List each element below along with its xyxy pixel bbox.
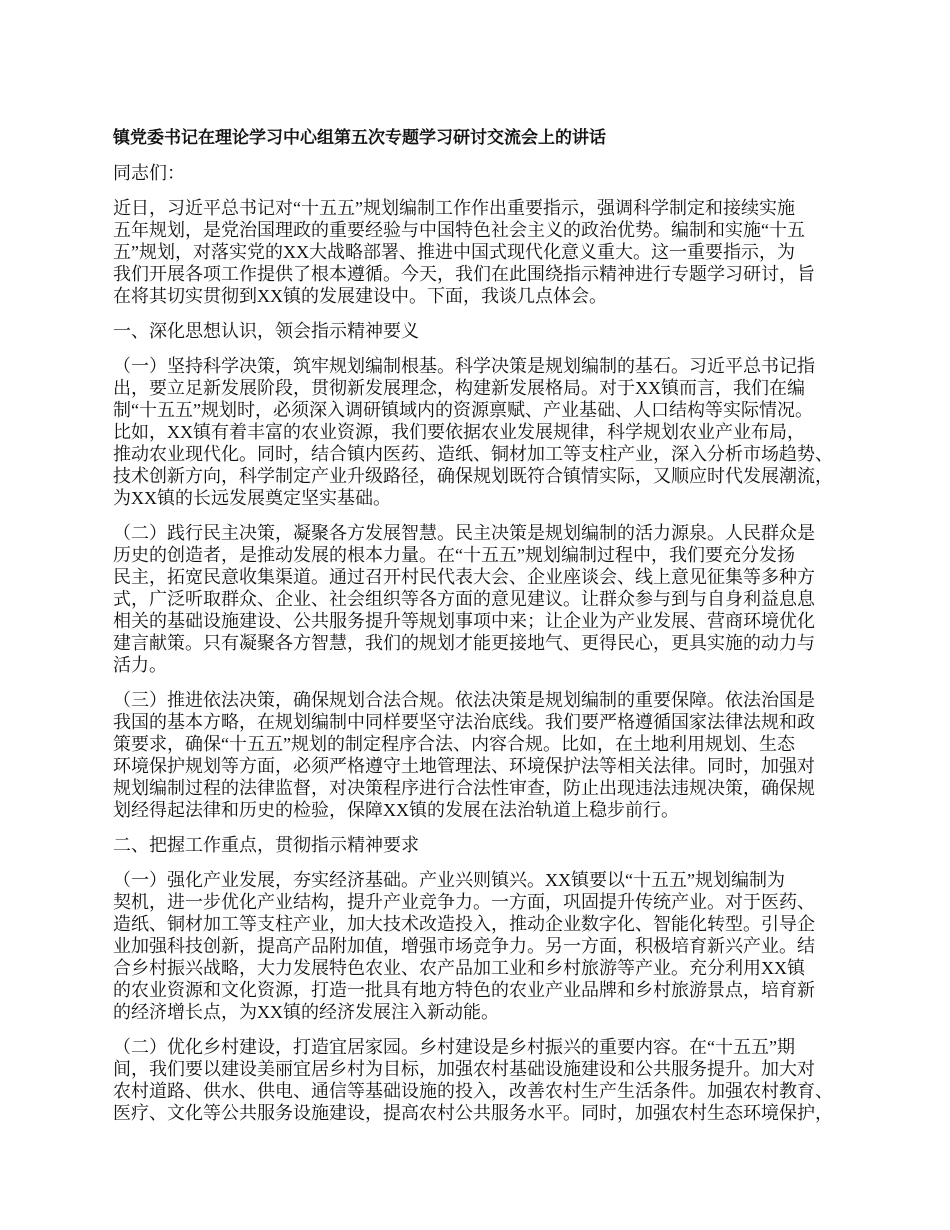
text-line: 业加强科技创新，提高产品附加值，增强市场竞争力。另一方面，积极培育新兴产业。结 (113, 936, 815, 956)
paragraph (113, 355, 853, 509)
text-line: 策要求，确保“十五五”规划的制定程序合法、内容合规。比如，在土地利用规划、生态 (113, 734, 795, 754)
paragraph (113, 1036, 853, 1124)
text-line: 出，要立足新发展阶段，贯彻新发展理念，构建新发展格局。对于XX镇而言，我们在编 (113, 378, 805, 398)
text-line: 二、把握工作重点，贯彻指示精神要求 (113, 835, 419, 855)
text-line: 的经济增长点，为XX镇的经济发展注入新动能。 (113, 1002, 499, 1022)
text-line: 近日，习近平总书记对“十五五”规划编制工作作出重要指示，强调科学制定和接续实施 (113, 198, 795, 218)
text-line: 为XX镇的长远发展奠定坚实基础。 (113, 488, 391, 508)
text-line: 推动农业现代化。同时，结合镇内医药、造纸、铜材加工等支柱产业，深入分析市场趋势、 (113, 444, 833, 464)
text-line: （二）践行民主决策，凝聚各方发展智慧。民主决策是规划编制的活力源泉。人民群众是 (113, 523, 815, 543)
text-line: 在将其切实贯彻到XX镇的发展建设中。下面，我谈几点体会。 (113, 286, 607, 306)
text-line: （一）坚持科学决策，筑牢规划编制根基。科学决策是规划编制的基石。习近平总书记指 (113, 356, 815, 376)
text-line: 间，我们要以建设美丽宜居乡村为目标，加强农村基础设施建设和公共服务提升。加大对 (113, 1059, 815, 1079)
text-line: 我们开展各项工作提供了根本遵循。今天，我们在此围绕指示精神进行专题学习研讨，旨 (113, 264, 815, 284)
text-line: 式，广泛听取群众、企业、社会组织等各方面的意见建议。让群众参与到与自身利益息息 (113, 589, 815, 609)
text-line: 一、深化思想认识，领会指示精神要义 (113, 321, 419, 341)
text-line: 相关的基础设施建设、公共服务提升等规划事项中来；让企业为产业发展、营商环境优化 (113, 611, 815, 631)
paragraph (113, 522, 853, 676)
text-line: 合乡村振兴战略，大力发展特色农业、农产品加工业和乡村旅游等产业。充分利用XX镇 (113, 958, 805, 978)
paragraph (113, 689, 853, 821)
section-heading (113, 320, 853, 342)
greeting: 同志们： (113, 163, 185, 183)
text-line: （三）推进依法决策，确保规划合法合规。依法决策是规划编制的重要保障。依法治国是 (113, 690, 815, 710)
text-line: 技术创新方向，科学制定产业升级路径，确保规划既符合镇情实际，又顺应时代发展潮流， (113, 466, 833, 486)
text-line: 划经得起法律和历史的检验，保障XX镇的发展在法治轨道上稳步前行。 (113, 800, 679, 820)
text-line: 历史的创造者，是推动发展的根本力量。在“十五五”规划编制过程中，我们要充分发扬 (113, 545, 795, 565)
document-title: 镇党委书记在理论学习中心组第五次专题学习研讨交流会上的讲话 (113, 128, 606, 147)
section-heading (113, 834, 853, 856)
text-line: 五年规划，是党治国理政的重要经验与中国特色社会主义的政治优势。编制和实施“十五 (113, 220, 805, 240)
text-line: （二）优化乡村建设，打造宜居家园。乡村建设是乡村振兴的重要内容。在“十五五”期 (113, 1037, 795, 1057)
text-line: 规划编制过程的法律监督，对决策程序进行合法性审查，防止出现违法违规决策，确保规 (113, 778, 815, 798)
paragraph (113, 197, 853, 307)
text-line: （一）强化产业发展，夯实经济基础。产业兴则镇兴。XX镇要以“十五五”规划编制为 (113, 870, 785, 890)
text-line: 建言献策。只有凝聚各方智慧，我们的规划才能更接地气、更得民心，更具实施的动力与 (113, 633, 815, 653)
text-line: 契机，进一步优化产业结构，提升产业竞争力。一方面，巩固提升传统产业。对于医药、 (113, 892, 815, 912)
text-line: 制“十五五”规划时，必须深入调研镇域内的资源禀赋、产业基础、人口结构等实际情况。 (113, 400, 813, 420)
text-line: 农村道路、供水、供电、通信等基础设施的投入，改善农村生产生活条件。加强农村教育、 (113, 1081, 833, 1101)
text-line: 医疗、文化等公共服务设施建设，提高农村公共服务水平。同时，加强农村生态环境保护， (113, 1103, 833, 1123)
paragraph (113, 869, 853, 1023)
text-line: 活力。 (113, 655, 167, 675)
document-body (113, 127, 853, 1137)
text-line: 五”规划，对落实党的XX大战略部署、推进中国式现代化意义重大。这一重要指示，为 (113, 242, 795, 262)
text-line: 我国的基本方略，在规划编制中同样要坚守法治底线。我们要严格遵循国家法律法规和政 (113, 712, 815, 732)
text-line: 造纸、铜材加工等支柱产业，加大技术改造投入，推动企业数字化、智能化转型。引导企 (113, 914, 815, 934)
text-line: 民主，拓宽民意收集渠道。通过召开村民代表大会、企业座谈会、线上意见征集等多种方 (113, 567, 815, 587)
text-line: 环境保护规划等方面，必须严格遵守土地管理法、环境保护法等相关法律。同时，加强对 (113, 756, 815, 776)
paragraphs (113, 197, 853, 1124)
text-line: 的农业资源和文化资源，打造一批具有地方特色的农业产业品牌和乡村旅游景点，培育新 (113, 980, 815, 1000)
text-line: 比如，XX镇有着丰富的农业资源，我们要依据农业发展规律，科学规划农业产业布局， (113, 422, 805, 442)
